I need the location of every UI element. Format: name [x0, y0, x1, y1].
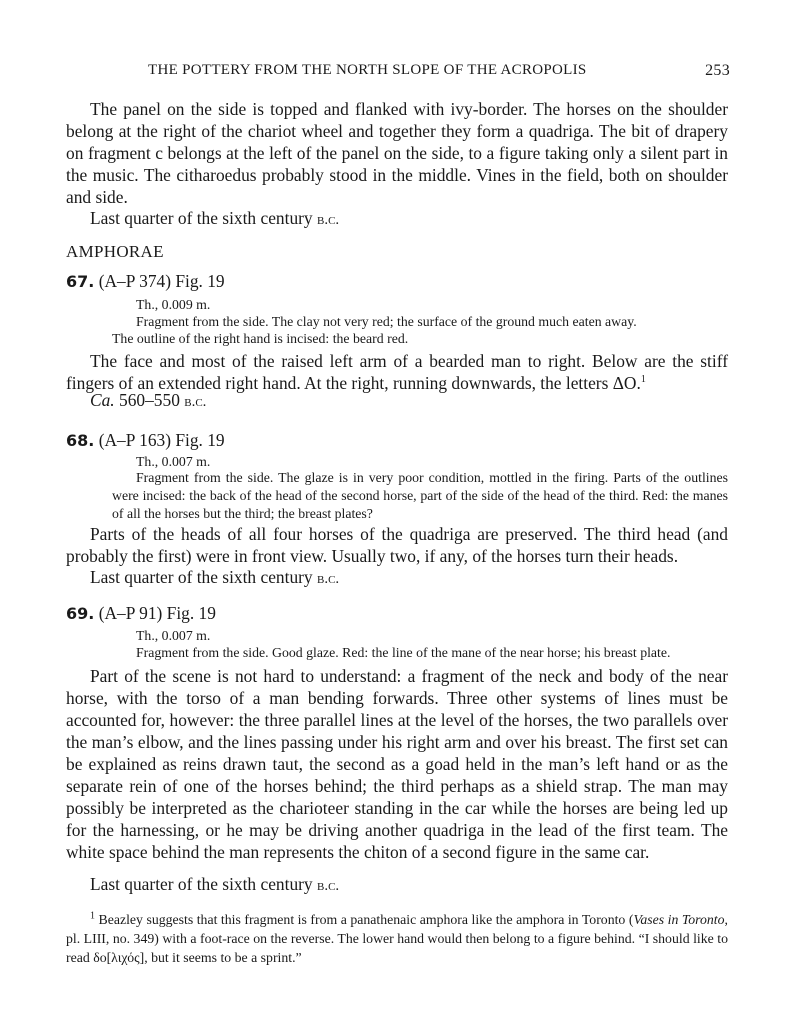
footnote: $^1$ Beazley suggests that this fragment is from a panathenaic amphora like the amphora in Toronto (Vases in Toronto, pl. LIII, no. 349) with a foot-race on the reverse. The lower hand would then belong to a figure behind. “I should like to read δο[λιχός], but it seems to be a sprint.”	[66, 910, 728, 965]
entry-69-text: Part of the scene is not hard to understand: a fragment of the neck and body of the near horse, with the torso of a man bending forwards. Three other systems of lines must be accounted for, however: the three parallel lines at the level of the horses, the two parallels over the man’s elbow, and the lines passing under his right arm and over his breast. The first set can be explained as reins drawn taut, the second as a goad held in the man’s left hand or as the separate rein of one of the horses behind; the third perhaps as a shield strap. The man may possibly be interpreted as the charioteer standing in the car while the horses are being led up for the harnessing, or he may be driving another quadriga in the lead of the first team. The white space behind the man represents the chiton of a second figure in the same car.	[66, 666, 728, 862]
entry-68-desc: Fragment from the side. The glaze is in very poor condition, mottled in the firing. Parts of the outlines were incised: the back of the head of the second horse, part of the side of the head of the third. Red: the manes of all the horses but the third; the breast plates?	[112, 470, 728, 521]
entry-67-heading	[66, 271, 225, 292]
entry-69-thickness: Th., 0.007 m.	[136, 628, 211, 643]
entry-68-text: Parts of the heads of all four horses of the quadriga are preserved. The third head (and probably the first) were in front view. Usually two, if any, of the horses turn their heads.	[66, 524, 728, 566]
page-number: 253	[705, 62, 730, 79]
footnote-ref: 1	[640, 374, 646, 386]
entry-67-text: The face and most of the raised left arm of a bearded man to right. Below are the stiff fingers of an extended right hand. At the right, running downwards, the letters ΔO.$^1$	[66, 351, 728, 393]
running-title: THE POTTERY FROM THE NORTH SLOPE OF THE ACROPOLIS	[148, 62, 587, 78]
entry-67-desc-rest: The outline of the right hand is incised: the beard red.	[112, 331, 409, 346]
entry-ref: (A–P 91) Fig. 19	[98, 603, 216, 623]
entry-number: 69.	[66, 604, 95, 623]
entry-68-date: Last quarter of the sixth century b.c.	[90, 567, 340, 587]
section-heading: AMPHORAE	[66, 242, 164, 261]
entry-67-desc-lead: Fragment from the side. The clay not very red; the surface of the ground much eaten away.	[136, 314, 637, 329]
entry-68-heading	[66, 430, 225, 451]
entry-69-desc: Fragment from the side. Good glaze. Red: the line of the mane of the near horse; his breast plate.	[136, 645, 671, 660]
entry-number: 67.	[66, 272, 95, 291]
entry-67-thickness: Th., 0.009 m.	[136, 297, 211, 312]
running-header	[130, 62, 730, 84]
entry-69-date: Last quarter of the sixth century b.c.	[90, 874, 340, 894]
entry-number: 68.	[66, 431, 95, 450]
entry-68-thickness: Th., 0.007 m.	[136, 454, 211, 469]
entry-69-heading	[66, 603, 216, 624]
intro-paragraph: The panel on the side is topped and flanked with ivy-border. The horses on the shoulder belong at the right of the chariot wheel and together they form a quadriga. The bit of drapery on fragment c belongs at the left of the panel on the side, to a figure taking only a silent part in the music. The citharoedus probably stood in the middle. Vines in the field, both on shoulder and side.	[66, 99, 728, 207]
footnote-mark: 1	[90, 910, 95, 922]
entry-ref: (A–P 163) Fig. 19	[98, 430, 225, 450]
entry-ref: (A–P 374) Fig. 19	[98, 271, 225, 291]
intro-date: Last quarter of the sixth century b.c.	[90, 208, 340, 228]
entry-67-date: Ca. 560–550 b.c.	[90, 390, 207, 410]
